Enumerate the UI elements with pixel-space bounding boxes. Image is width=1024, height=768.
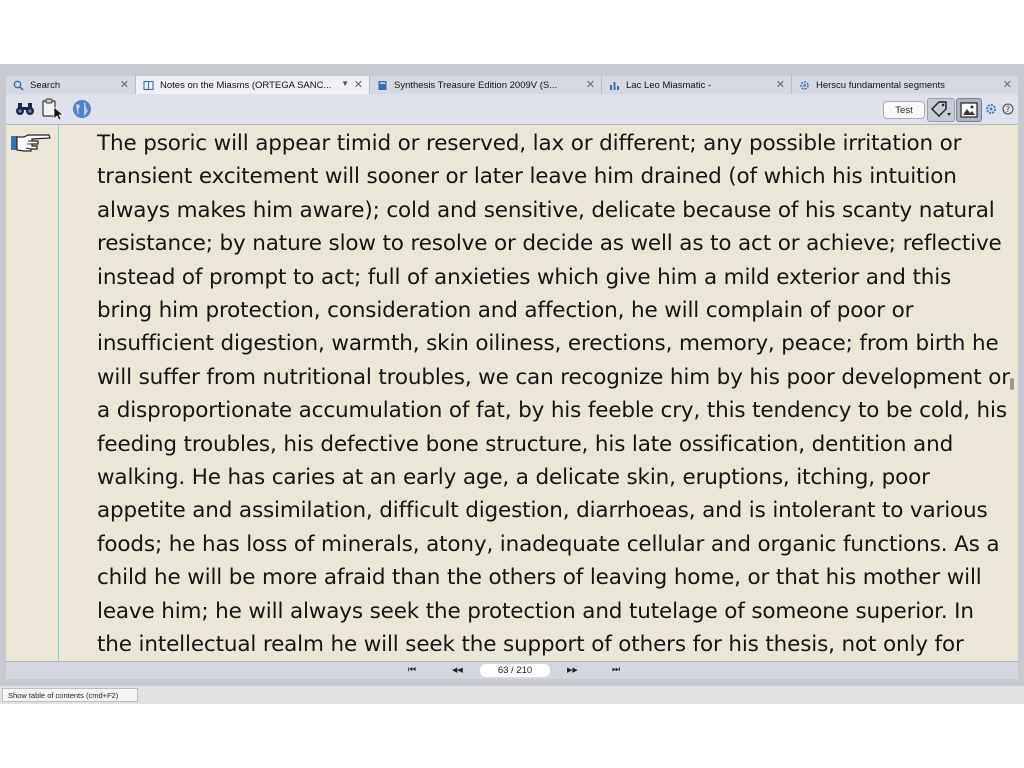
- binoculars-icon[interactable]: [14, 98, 36, 120]
- pointing-hand-icon[interactable]: [10, 133, 52, 160]
- gear-icon: [798, 79, 810, 91]
- chart-icon: [608, 79, 620, 91]
- page-number-input[interactable]: 63: [497, 665, 509, 676]
- tab-label: Search: [30, 79, 61, 91]
- app-window: [0, 64, 1024, 704]
- margin-line: [58, 125, 59, 661]
- close-icon[interactable]: ✕: [1002, 79, 1012, 91]
- repertory-icon: [376, 79, 388, 91]
- show-table-of-contents-button[interactable]: Show table of contents (cmd+F2): [2, 688, 138, 702]
- search-icon: [12, 79, 24, 91]
- tab-lac-leo-miasmatic[interactable]: [602, 76, 792, 94]
- last-page-button[interactable]: ⏭: [612, 664, 621, 674]
- tab-label: Herscu fundamental segments: [816, 79, 945, 91]
- close-icon[interactable]: ✕: [775, 79, 785, 91]
- scrollbar-thumb[interactable]: [1010, 378, 1014, 390]
- tab-label: Synthesis Treasure Edition 2009V (S...: [394, 79, 558, 91]
- svg-text:?: ?: [1005, 105, 1011, 114]
- chevron-down-icon[interactable]: ▼: [341, 79, 349, 88]
- tab-bar: [6, 76, 1018, 95]
- globe-icon[interactable]: [70, 98, 94, 120]
- close-icon[interactable]: ✕: [353, 79, 363, 91]
- tab-label: Notes on the Miasms (ORTEGA SANC...: [160, 79, 332, 91]
- tag-icon[interactable]: [927, 98, 955, 122]
- first-page-button[interactable]: ⏮: [408, 664, 417, 674]
- tab-label: Lac Leo Miasmatic -: [626, 79, 712, 91]
- status-bar: [0, 686, 1024, 704]
- tab-notes-on-the-miasms[interactable]: [136, 76, 370, 94]
- tab-synthesis-treasure[interactable]: [370, 76, 602, 94]
- next-page-button[interactable]: ▶▶: [567, 667, 578, 674]
- book-icon: [142, 79, 154, 91]
- tab-herscu-fundamental-segments[interactable]: [792, 76, 1018, 94]
- close-icon[interactable]: ✕: [119, 79, 129, 91]
- clipboard-pointer-icon[interactable]: [40, 98, 66, 120]
- document-paragraph: The psoric will appear timid or reserved, lax or different; any possible irritation or transient excitement will sooner or later leave him drained (of which his intuition always makes him aware); cold and sensitive, delicate because of his scanty natural resistance; by nature slow to resolve or decide as well as to act or achieve; reflective instead of prompt to act; full of anxieties which give him a mild exterior and this bring him protection, consideration and affection, he will complain of poor or insufficient digestion, warmth, skin oiliness, erections, memory, peace; from birth he will suffer from nutritional troubles, we can recognize him by his poor development or a disproportionate accumulation of fat, by his feeble cry, this tendency to be cold, his feeding troubles, his defective bone structure, his late ossification, dentition and walking. He has caries at an early age, a delicate skin, eruptions, itching, poor appetite and assimilation, difficult digestion, diarrhoeas, and is intolerant to various foods; he has loss of minerals, atony, inadequate cellular and organic functions. As a child he will be more afraid than the others of leaving home, or that his mother will leave him; he will always seek the protection and tutelage of someone superior. In the intellectual realm he will seek the support of others for his thesis, not only for: [97, 131, 1010, 658]
- settings-icon[interactable]: [984, 98, 998, 120]
- previous-page-button[interactable]: ◀◀: [452, 667, 463, 674]
- tab-search[interactable]: [6, 76, 136, 94]
- page-indicator[interactable]: [480, 664, 550, 677]
- close-icon[interactable]: ✕: [585, 79, 595, 91]
- toolbar: [6, 94, 1018, 125]
- document-view[interactable]: [6, 125, 1018, 661]
- test-button[interactable]: Test: [883, 101, 925, 119]
- image-icon[interactable]: [956, 98, 982, 122]
- pagination-bar: [6, 661, 1018, 679]
- help-icon[interactable]: [1001, 98, 1015, 120]
- page-total: / 210: [511, 665, 533, 676]
